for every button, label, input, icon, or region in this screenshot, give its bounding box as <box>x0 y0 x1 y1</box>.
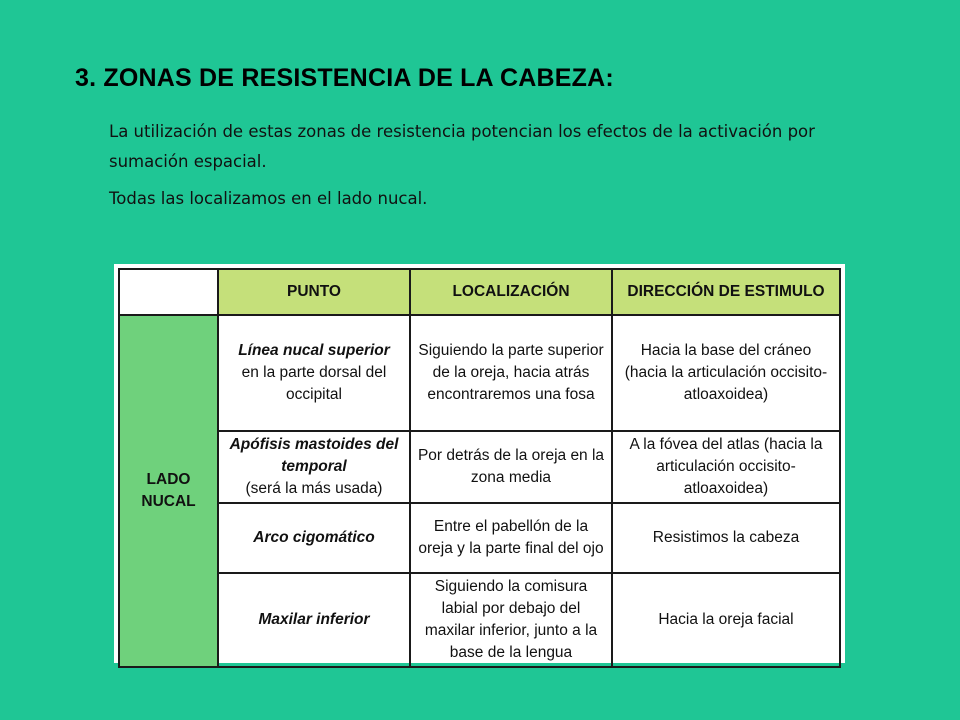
direccion-cell: Hacia la base del cráneo (hacia la articulación occisito-atloaxoidea) <box>612 315 840 431</box>
side-label-line1: LADO <box>146 471 191 488</box>
localizacion-cell: Siguiendo la comisura labial por debajo del maxilar inferior, junto a la base de la lengua <box>410 573 612 667</box>
localizacion-cell: Entre el pabellón de la oreja y la parte final del ojo <box>410 503 612 573</box>
punto-cell <box>218 573 410 667</box>
direccion-cell: Resistimos la cabeza <box>612 503 840 573</box>
table-row <box>119 315 840 431</box>
header-direccion: DIRECCIÓN DE ESTIMULO <box>612 269 840 315</box>
punto-cell <box>218 315 410 431</box>
nucal-note-paragraph: Todas las localizamos en el lado nucal. <box>109 189 428 208</box>
slide-title: 3. ZONAS DE RESISTENCIA DE LA CABEZA: <box>75 64 614 92</box>
direccion-cell: Hacia la oreja facial <box>612 573 840 667</box>
punto-name: Maxilar inferior <box>258 611 370 628</box>
localizacion-cell: Siguiendo la parte superior de la oreja, hacia atrás encontraremos una fosa <box>410 315 612 431</box>
side-label-cell <box>119 315 218 667</box>
header-corner-cell <box>119 269 218 315</box>
header-punto: PUNTO <box>218 269 410 315</box>
punto-name: Línea nucal superior <box>238 342 390 359</box>
table-row <box>119 573 840 667</box>
punto-name: Apófisis mastoides del temporal <box>229 436 399 475</box>
punto-cell <box>218 503 410 573</box>
table-row <box>119 503 840 573</box>
table-header-row <box>119 269 840 315</box>
localizacion-cell: Por detrás de la oreja en la zona media <box>410 431 612 503</box>
resistance-zones-table <box>118 268 841 668</box>
direccion-cell: A la fóvea del atlas (hacia la articulación occisito-atloaxoidea) <box>612 431 840 503</box>
punto-detail: en la parte dorsal del occipital <box>241 364 387 403</box>
side-label-line2: NUCAL <box>141 493 196 510</box>
punto-name: Arco cigomático <box>253 529 375 546</box>
table-row <box>119 431 840 503</box>
punto-cell <box>218 431 410 503</box>
header-localizacion: LOCALIZACIÓN <box>410 269 612 315</box>
intro-paragraph: La utilización de estas zonas de resistencia potencian los efectos de la activación por sumación espacial. <box>109 122 815 171</box>
resistance-zones-table-container <box>114 264 845 663</box>
punto-detail: (será la más usada) <box>245 480 383 497</box>
